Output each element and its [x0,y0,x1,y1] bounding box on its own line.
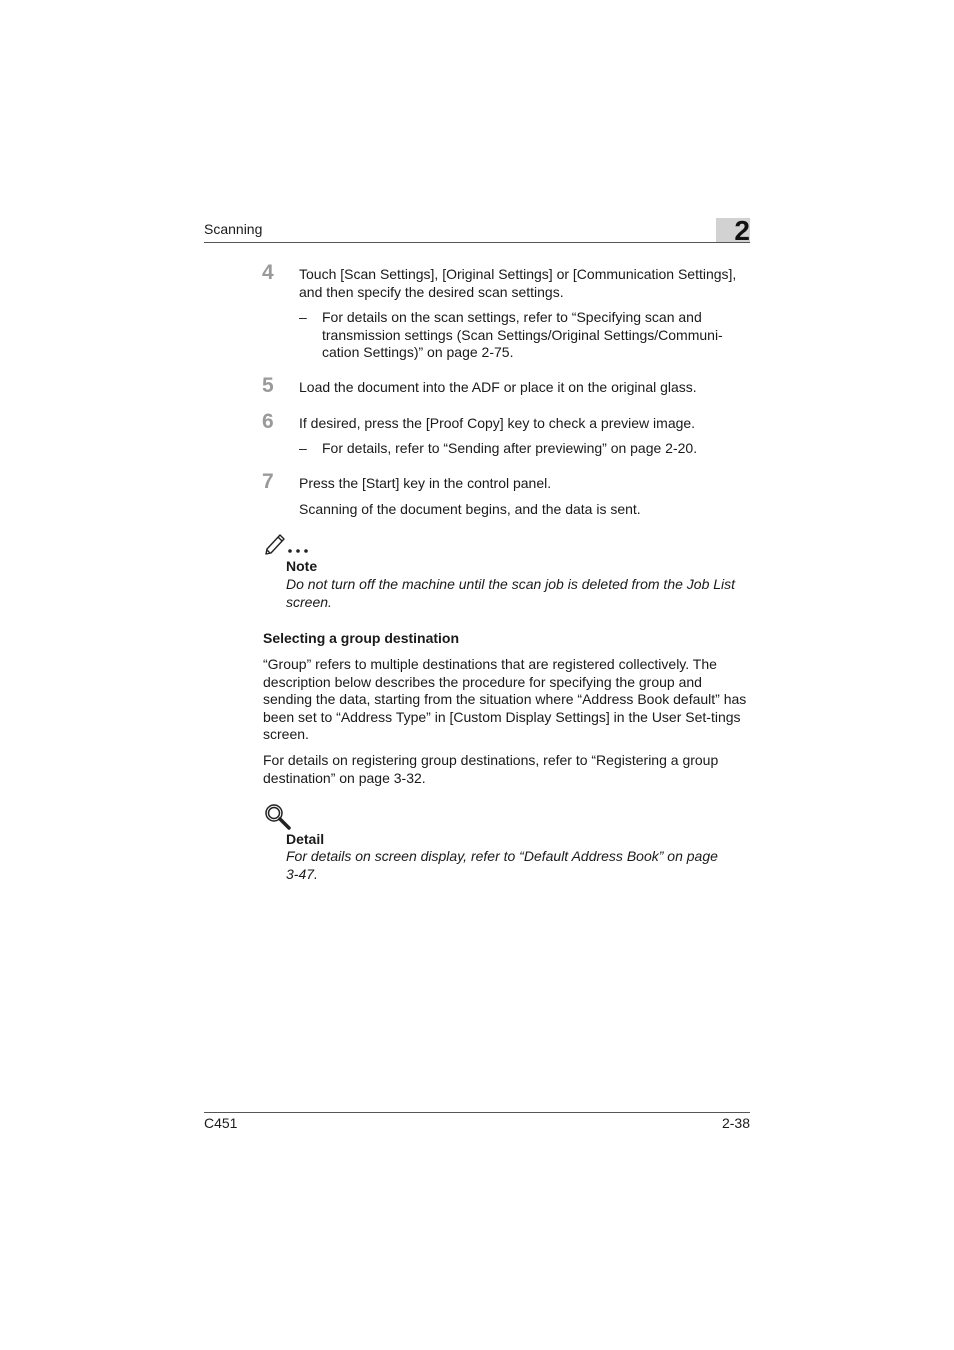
step-result: Scanning of the document begins, and the data is sent. [299,501,641,517]
step-text: Touch [Scan Settings], [Original Settings] or [Communication Settings], and then specify the desired scan settings. [299,266,737,300]
sub-bullet-dash: – [299,440,307,456]
sub-bullet-text: For details, refer to “Sending after previewing” on page 2-20. [322,440,698,456]
note-label: Note [286,558,318,574]
step-number: 7 [262,470,274,493]
running-header: Scanning [204,221,263,237]
section-heading: Selecting a group destination [263,630,460,646]
detail-label: Detail [286,831,325,847]
step-text: Load the document into the ADF or place it on the original glass. [299,379,697,395]
step-text: If desired, press the [Proof Copy] key to check a preview image. [299,415,696,431]
magnifier-icon [263,802,293,832]
step-number: 4 [262,261,274,284]
footer-rule [204,1112,750,1113]
sub-bullet-text: For details on the scan settings, refer to “Specifying scan and transmission settings (Scan Settings/Original Settings/Communi-cation Settings)” on page 2-75. [322,309,723,361]
step-number: 6 [262,410,274,433]
footer-model: C451 [204,1115,238,1131]
detail-text: For details on screen display, refer to “Default Address Book” on page 3-47. [286,848,718,882]
sub-bullet-dash: – [299,309,307,325]
footer-page-number: 2-38 [721,1115,750,1131]
chapter-number: 2 [734,215,750,246]
step-text: Press the [Start] key in the control panel. [299,475,552,491]
step-number: 5 [262,374,274,397]
note-text: Do not turn off the machine until the scan job is deleted from the Job List screen. [286,576,736,610]
section-paragraph: For details on registering group destinations, refer to “Registering a group destination” on page 3-32. [263,752,719,786]
pencil-note-icon [263,530,313,556]
header-rule [204,242,750,243]
section-paragraph: “Group” refers to multiple destinations that are registered collectively. The description below describes the procedure for specifying the group and sending the data, starting from the situation where “Address Book default” has been set to “Address Type” in [Custom Display Settings] in the User Set-tings screen. [263,656,747,743]
